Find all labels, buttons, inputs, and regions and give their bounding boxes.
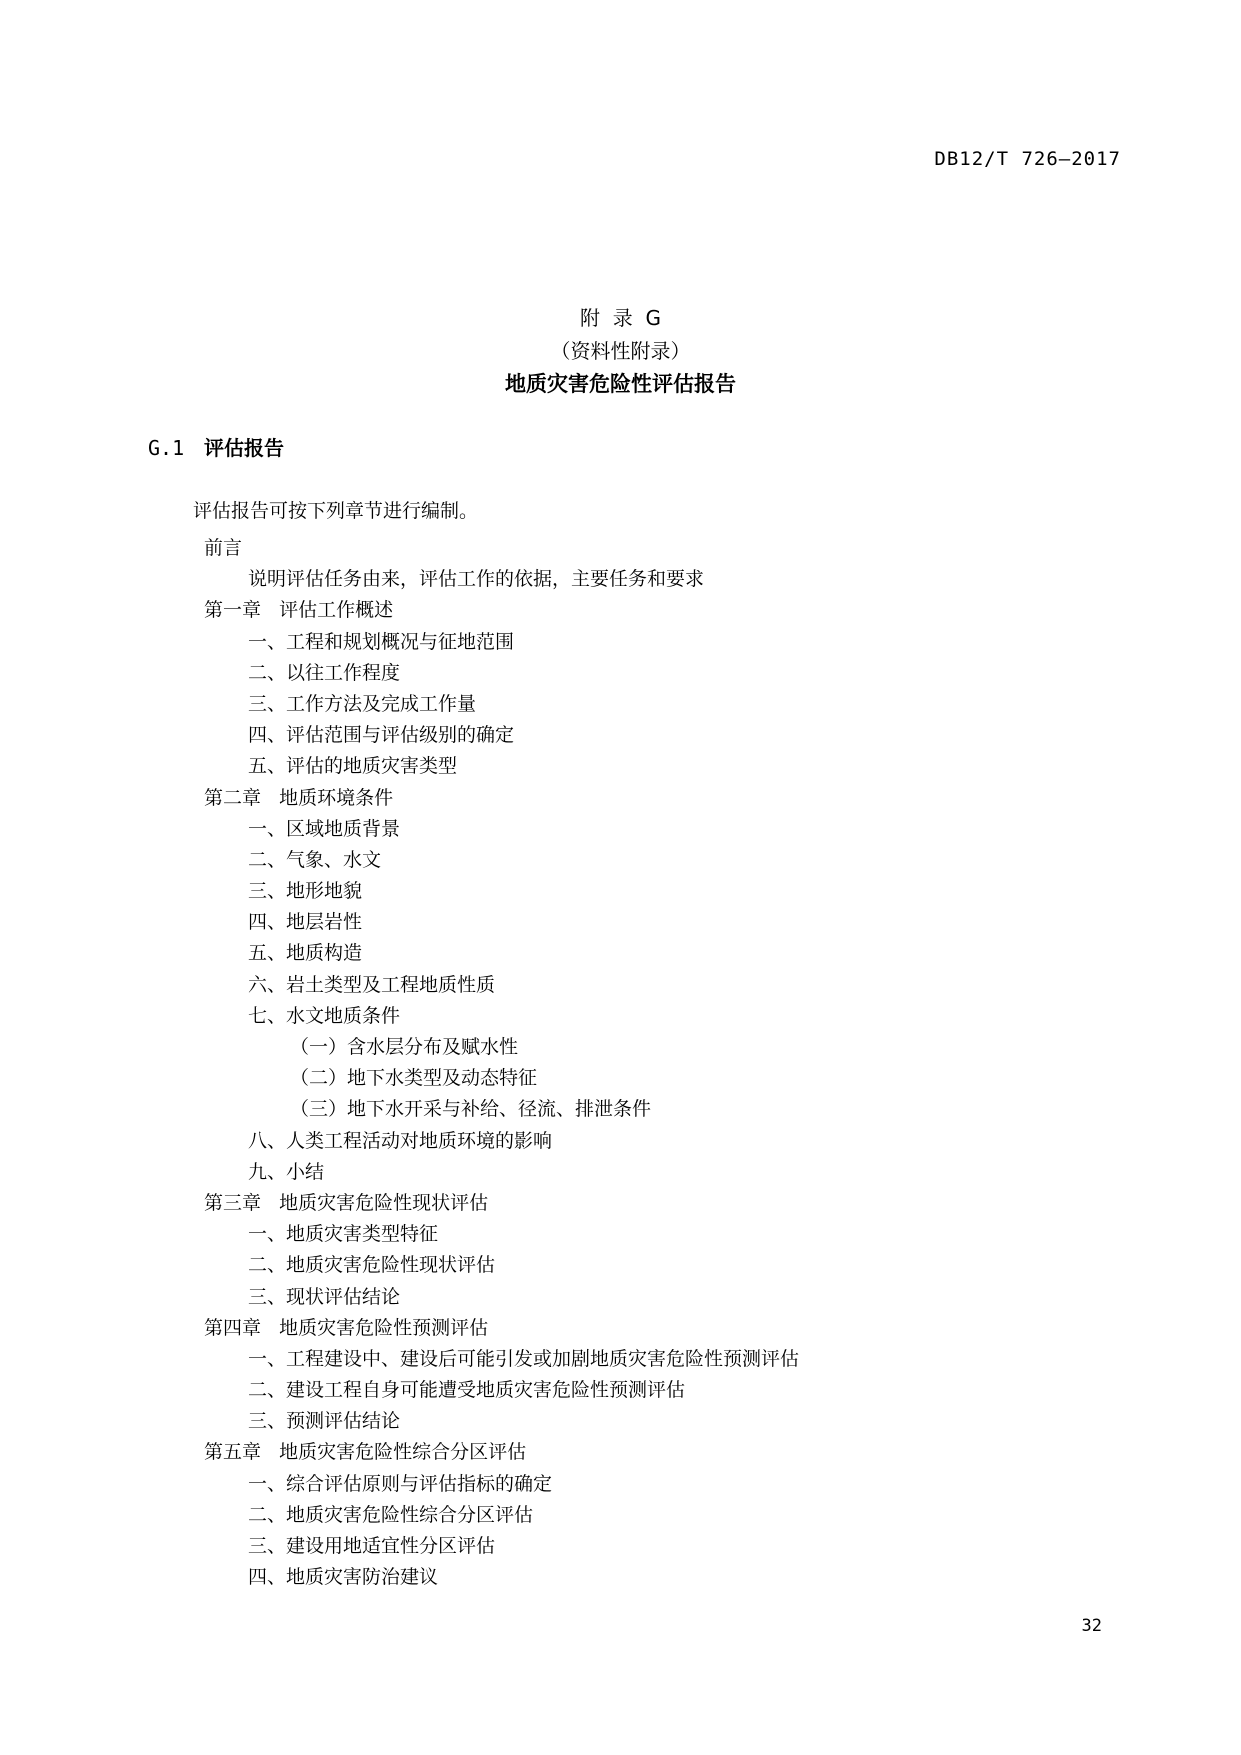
section-heading	[148, 432, 284, 461]
outline-item: 二、地质灾害危险性现状评估	[248, 1254, 496, 1277]
outline-item: 六、岩土类型及工程地质性质	[248, 973, 496, 996]
outline-item: 八、人类工程活动对地质环境的影响	[248, 1129, 553, 1152]
appendix-label: 附 录 G	[580, 306, 661, 330]
outline-item: 二、气象、水文	[248, 848, 382, 871]
outline-item: 一、综合评估原则与评估指标的确定	[248, 1472, 553, 1495]
outline-chapter: 第二章 地质环境条件	[204, 786, 394, 809]
outline-item: 二、建设工程自身可能遭受地质灾害危险性预测评估	[248, 1379, 686, 1402]
outline-item: 五、评估的地质灾害类型	[248, 755, 458, 778]
outline-item: 五、地质构造	[248, 942, 363, 965]
chapter-outline	[0, 533, 799, 1593]
outline-item: 三、工作方法及完成工作量	[248, 692, 477, 715]
outline-subitem: （二）地下水类型及动态特征	[290, 1067, 538, 1090]
document-code: DB12/T 726—2017	[934, 148, 1121, 170]
section-number: G.1	[148, 436, 185, 460]
outline-item: 一、区域地质背景	[248, 817, 401, 840]
outline-subitem: （一）含水层分布及赋水性	[290, 1036, 519, 1058]
outline-item: 九、小结	[248, 1160, 325, 1183]
outline-item: 一、地质灾害类型特征	[248, 1223, 439, 1246]
outline-item: 说明评估任务由来，评估工作的依据，主要任务和要求	[248, 568, 705, 591]
outline-item: 七、水文地质条件	[248, 1004, 401, 1027]
appendix-title: 地质灾害危险性评估报告	[505, 372, 736, 396]
outline-item: 四、评估范围与评估级别的确定	[248, 724, 515, 747]
outline-item: 二、以往工作程度	[248, 661, 401, 684]
outline-item: 二、地质灾害危险性综合分区评估	[248, 1503, 534, 1526]
outline-chapter: 第三章 地质灾害危险性现状评估	[204, 1191, 489, 1214]
outline-item: 一、工程建设中、建设后可能引发或加剧地质灾害危险性预测评估	[248, 1347, 800, 1370]
outline-chapter: 前言	[204, 537, 243, 559]
page-number: 32	[1081, 1616, 1102, 1636]
section-title: 评估报告	[204, 436, 284, 460]
outline-item: 一、工程和规划概况与征地范围	[248, 630, 515, 653]
appendix-type: （资料性附录）	[550, 339, 691, 363]
outline-item: 三、建设用地适宜性分区评估	[248, 1535, 496, 1557]
outline-item: 四、地层岩性	[248, 911, 363, 934]
outline-item: 四、地质灾害防治建议	[248, 1566, 439, 1589]
outline-item: 三、地形地貌	[248, 880, 363, 903]
outline-item: 三、现状评估结论	[248, 1285, 401, 1308]
outline-item: 三、预测评估结论	[248, 1410, 401, 1433]
outline-chapter: 第一章 评估工作概述	[204, 599, 394, 622]
outline-chapter: 第四章 地质灾害危险性预测评估	[204, 1316, 489, 1339]
outline-chapter: 第五章 地质灾害危险性综合分区评估	[204, 1441, 527, 1464]
outline-subitem: （三）地下水开采与补给、径流、排泄条件	[290, 1098, 652, 1121]
intro-paragraph: 评估报告可按下列章节进行编制。	[193, 500, 479, 522]
appendix-heading	[0, 302, 1241, 401]
